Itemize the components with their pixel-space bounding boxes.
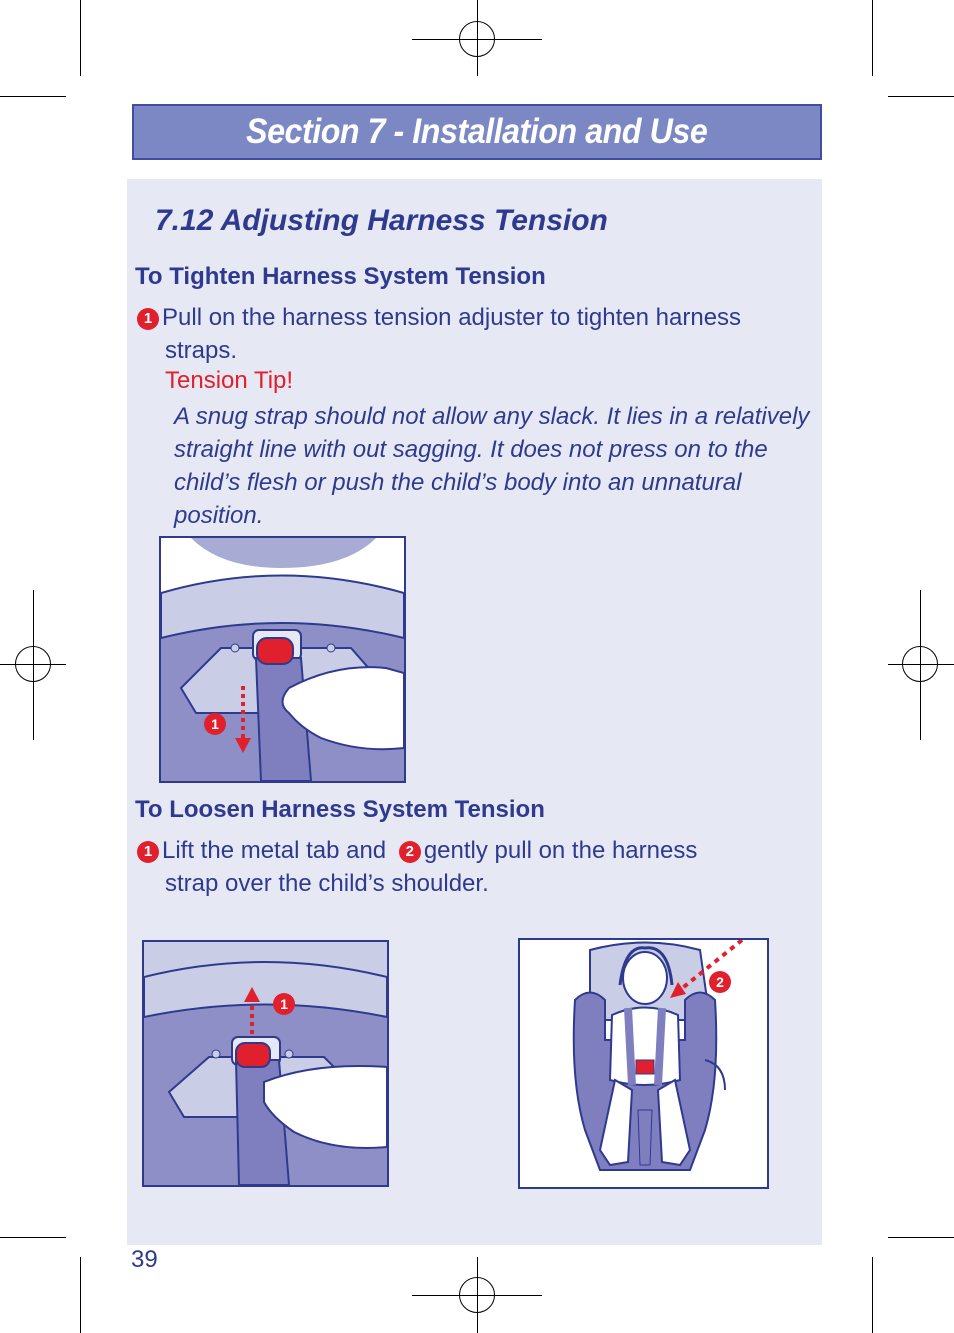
child-seat-illustration — [518, 938, 769, 1189]
loosen-heading: To Loosen Harness System Tension — [135, 796, 545, 823]
registration-mark — [15, 646, 51, 682]
registration-mark — [459, 21, 495, 57]
tighten-illustration — [159, 536, 406, 783]
section-header — [132, 104, 822, 160]
loosen-steps — [137, 834, 697, 867]
tighten-step-1-cont: straps. — [165, 337, 238, 364]
crop-mark — [872, 1257, 873, 1333]
loosen-step-1-text: Lift the metal tab and — [162, 837, 387, 864]
registration-mark — [902, 646, 938, 682]
crop-mark — [80, 1257, 81, 1333]
illustration-marker-1: 1 — [280, 996, 288, 1012]
step-marker-1: 1 — [137, 841, 159, 863]
illustration-marker-1: 1 — [211, 716, 219, 732]
tighten-step-1-text: Pull on the harness tension adjuster to tighten harness — [162, 304, 742, 331]
tension-tip-label: Tension Tip! — [165, 367, 294, 394]
tighten-step-1 — [137, 301, 741, 334]
section-title: Section 7 - Installation and Use — [246, 112, 708, 151]
illustration-marker-2: 2 — [716, 974, 724, 990]
tension-tip-text: A snug strap should not allow any slack. It lies in a relatively straight line with out sagging. It does not press on to the child’s flesh or push the child’s body into an unnatural position. — [174, 403, 810, 529]
step-marker-2: 2 — [399, 841, 421, 863]
crop-mark — [80, 0, 81, 76]
crop-mark — [872, 0, 873, 76]
loosen-step-2-text: gently pull on the harness — [423, 837, 698, 864]
loosen-illustration — [142, 940, 389, 1187]
crop-mark — [888, 1237, 954, 1238]
step-marker-1: 1 — [137, 308, 159, 330]
registration-mark — [459, 1277, 495, 1313]
crop-mark — [0, 1237, 66, 1238]
subsection-title: 7.12 Adjusting Harness Tension — [155, 204, 608, 237]
page-number: 39 — [131, 1246, 158, 1273]
tighten-heading: To Tighten Harness System Tension — [135, 263, 546, 290]
loosen-steps-cont: strap over the child’s shoulder. — [165, 870, 489, 897]
crop-mark — [888, 96, 954, 97]
crop-mark — [0, 96, 66, 97]
